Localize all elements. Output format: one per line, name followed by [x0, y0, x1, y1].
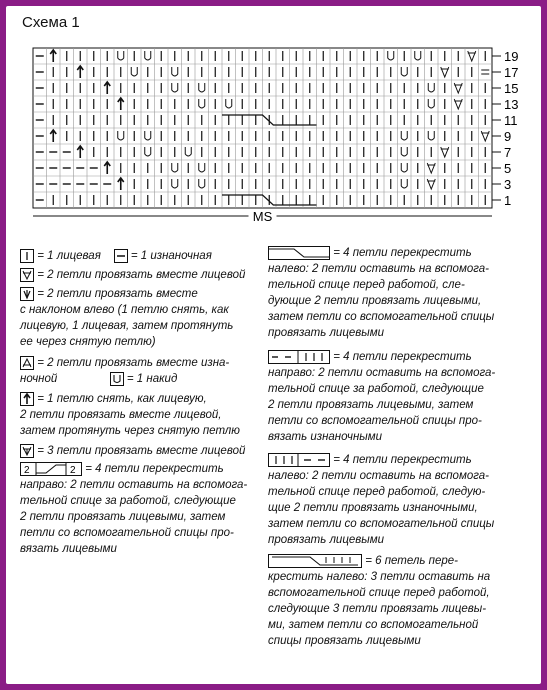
- cable4-purl-right-symbol-icon: [268, 350, 330, 364]
- legend-cable4-left: [268, 245, 494, 341]
- legend-purl-text: = 1 изнаночная: [130, 250, 212, 262]
- legend-cable4-purl-left-line2: налево: 2 петли оставить на вспомога-: [268, 470, 490, 482]
- row-number-label: 13: [504, 97, 519, 112]
- legend-cable6-left-line2: крестить налево: 3 петли оставить на: [268, 571, 491, 583]
- k3tog-symbol-icon: [20, 444, 34, 458]
- legend-cable4-right: [20, 461, 247, 557]
- legend-ssk-line4: ее через снятую петлю): [20, 336, 156, 348]
- legend-cable4-purl-left-line5: затем петли со вспомогательной спицы: [268, 518, 495, 530]
- legend-cable4-purl-right-line3: тельной спице за работой, следующие: [268, 383, 484, 395]
- legend-cable4-purl-right-line1: = 4 петли перекрестить: [333, 351, 472, 363]
- row-number-label: 3: [504, 177, 512, 192]
- row-number-label: 1: [504, 193, 512, 208]
- row-number-label: 11: [504, 113, 518, 128]
- legend-skp: [20, 391, 240, 439]
- legend-cable4-right-line3: тельной спице за работой, следующие: [20, 495, 236, 507]
- yo-symbol-icon: [110, 372, 124, 386]
- legend-ssk-line3: лицевую, 1 лицевая, затем протянуть: [20, 320, 234, 332]
- legend-p2tog: [20, 355, 229, 387]
- row-number-label: 9: [504, 129, 512, 144]
- cable4-purl-left-symbol-icon: [268, 453, 330, 467]
- row-number-label: 5: [504, 161, 512, 176]
- legend-k2tog-text: = 2 петли провязать вместе лицевой: [37, 269, 246, 281]
- legend-cable4-left-line1: = 4 петли перекрестить: [333, 247, 472, 259]
- cable4-left-symbol-icon: [268, 246, 330, 260]
- knit-symbol-icon: [20, 249, 34, 263]
- legend-cable4-purl-right-line4: 2 петли провязать лицевыми, затем: [268, 399, 474, 411]
- svg-text:2: 2: [70, 464, 76, 476]
- legend-cable4-purl-left-line3: тельной спице перед работой, следую-: [268, 486, 486, 498]
- purl-symbol-icon: [114, 249, 128, 263]
- legend-cable6-left-line3: вспомогательной спице перед работой,: [268, 587, 490, 599]
- legend-cable4-purl-left-line6: провязать лицевыми: [268, 534, 385, 546]
- legend-cable4-purl-right-line2: направо: 2 петли оставить на вспомога-: [268, 367, 496, 379]
- legend-cable4-left-line4: дующие 2 петли провязать лицевыми,: [268, 295, 482, 307]
- legend-cable4-purl-right-line6: вязать изнаночными: [268, 431, 383, 443]
- k2tog-symbol-icon: [20, 268, 34, 282]
- legend-cable4-right-line6: вязать лицевыми: [20, 543, 117, 555]
- legend-cable4-purl-left: [268, 452, 494, 548]
- legend-knit: [20, 248, 268, 264]
- legend-ssk-line2: с наклоном влево (1 петлю снять, как: [20, 304, 229, 316]
- ssk-symbol-icon: [20, 287, 34, 301]
- legend-k3tog: [20, 443, 245, 459]
- legend-k3tog-text: = 3 петли провязать вместе лицевой: [37, 445, 246, 457]
- cable4-right-symbol-icon: [20, 462, 82, 476]
- legend-cable6-left-line6: спицы провязать лицевыми: [268, 635, 421, 647]
- skp-symbol-icon: [20, 392, 34, 406]
- legend-p2tog-line1: = 2 петли провязать вместе изна-: [37, 357, 230, 369]
- svg-text:2: 2: [24, 464, 30, 476]
- legend-p2tog-line2: ночной: [20, 373, 58, 385]
- legend-knit-text: = 1 лицевая: [37, 250, 101, 262]
- legend-skp-line3: затем протянуть через снятую петлю: [20, 425, 240, 437]
- legend-cable4-right-line2: направо: 2 петли оставить на вспомога-: [20, 479, 248, 491]
- p2tog-symbol-icon: [20, 356, 34, 370]
- legend-cable4-purl-right: [268, 349, 495, 445]
- legend-skp-line2: 2 петли провязать вместе лицевой,: [20, 409, 222, 421]
- row-number-label: 17: [504, 65, 519, 80]
- legend-cable4-purl-left-line1: = 4 петли перекрестить: [333, 454, 472, 466]
- legend-cable6-left-line5: ми, затем петли со вспомогательной: [268, 619, 479, 631]
- legend-cable6-left: [268, 553, 490, 649]
- legend-k2tog: [20, 267, 245, 283]
- repeat-label: MS: [252, 209, 273, 224]
- row-number-label: 7: [504, 145, 512, 160]
- legend-cable4-right-line5: петли со вспомогательной спицы про-: [20, 527, 234, 539]
- legend-ssk: [20, 286, 233, 350]
- row-number-label: 15: [504, 81, 519, 96]
- legend-cable4-right-line4: 2 петли провязать лицевыми, затем: [20, 511, 226, 523]
- cable6-left-symbol-icon: [268, 554, 362, 568]
- legend-cable6-left-line1: = 6 петель пере-: [365, 555, 458, 567]
- legend-yo-text: = 1 накид: [126, 373, 178, 385]
- legend-cable4-purl-right-line5: петли со вспомогательной спицы про-: [268, 415, 482, 427]
- legend-cable4-purl-left-line4: щие 2 петли провязать изнаночными,: [268, 502, 478, 514]
- legend-skp-line1: = 1 петлю снять, как лицевую,: [37, 393, 207, 405]
- knitting-chart: [0, 0, 547, 240]
- page-title: Схема 1: [22, 14, 80, 31]
- legend-cable4-left-line6: провязать лицевыми: [268, 327, 385, 339]
- row-number-label: 19: [504, 49, 519, 64]
- legend-cable6-left-line4: следующие 3 петли провязать лицевы-: [268, 603, 487, 615]
- legend-cable4-right-line1: = 4 петли перекрестить: [85, 463, 224, 475]
- legend-cable4-left-line2: налево: 2 петли оставить на вспомога-: [268, 263, 490, 275]
- legend-cable4-left-line5: затем петли со вспомогательной спицы: [268, 311, 495, 323]
- legend-cable4-left-line3: тельной спице перед работой, сле-: [268, 279, 465, 291]
- legend-ssk-line1: = 2 петли провязать вместе: [37, 288, 198, 300]
